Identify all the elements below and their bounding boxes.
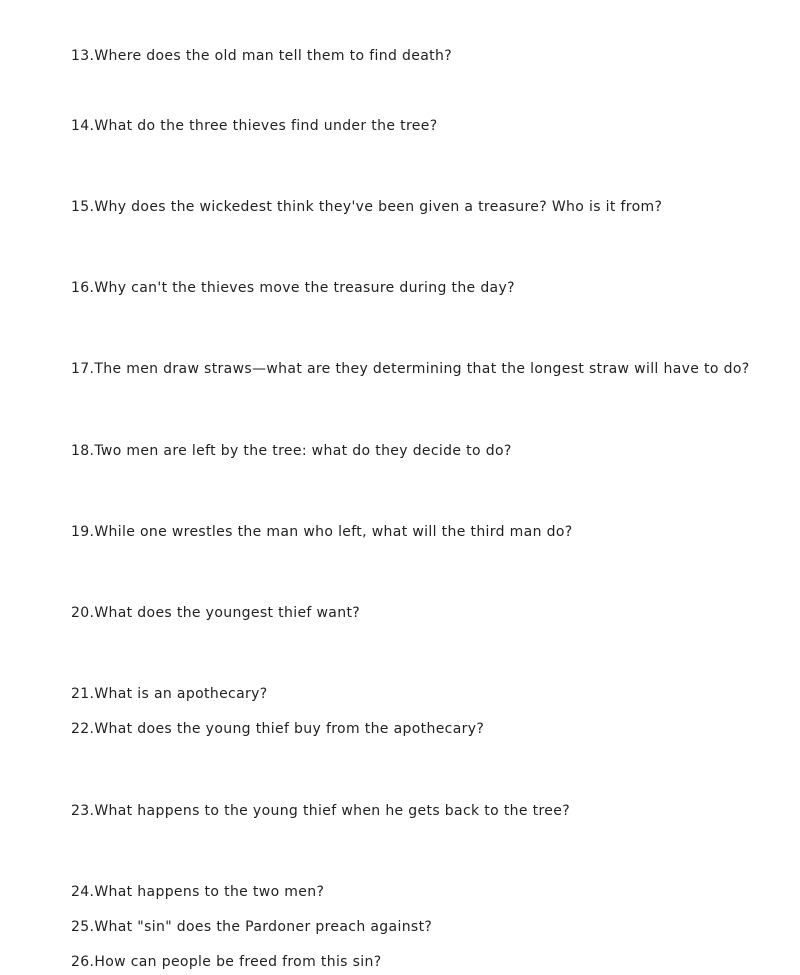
question-26: 26.How can people be freed from this sin? <box>71 954 382 970</box>
question-25: 25.What "sin" does the Pardoner preach against? <box>71 919 433 935</box>
question-15: 15.Why does the wickedest think they've been given a treasure? Who is it from? <box>71 199 663 215</box>
question-17: 17.The men draw straws—what are they determining that the longest straw will have to do? <box>71 361 750 377</box>
question-16: 16.Why can't the thieves move the treasure during the day? <box>71 280 515 296</box>
question-23: 23.What happens to the young thief when he gets back to the tree? <box>71 803 570 819</box>
question-24: 24.What happens to the two men? <box>71 884 325 900</box>
question-19: 19.While one wrestles the man who left, what will the third man do? <box>71 524 573 540</box>
question-14: 14.What do the three thieves find under the tree? <box>71 118 438 134</box>
question-13: 13.Where does the old man tell them to find death? <box>71 48 452 64</box>
question-20: 20.What does the youngest thief want? <box>71 605 361 621</box>
question-22: 22.What does the young thief buy from the apothecary? <box>71 721 485 737</box>
question-18: 18.Two men are left by the tree: what do they decide to do? <box>71 443 512 459</box>
question-21: 21.What is an apothecary? <box>71 686 268 702</box>
